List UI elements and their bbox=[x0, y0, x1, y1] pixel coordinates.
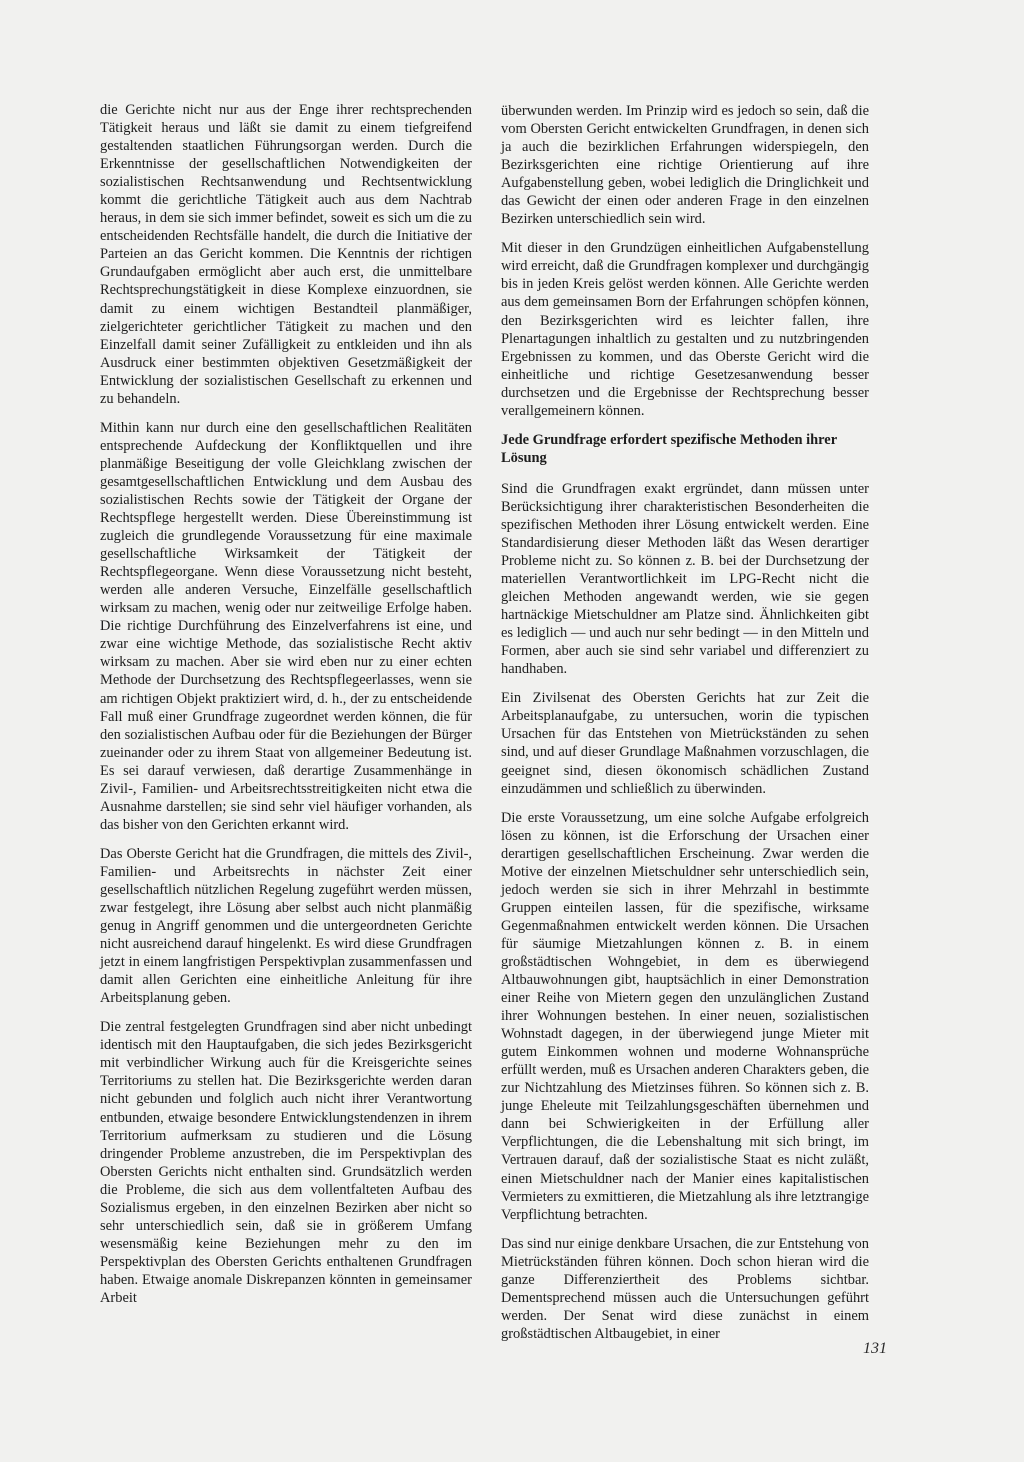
right-column bbox=[501, 102, 869, 1354]
section-heading: Jede Grundfrage erfordert spezifische Methoden ihrer Lösung bbox=[501, 431, 837, 466]
paragraph: Mithin kann nur durch eine den gesellschaftlichen Realitäten entsprechende Aufdeckung der Konfliktquellen und ihre planmäßige Beseitigung der volle Gleichklang zwischen der gesamtgesellschaftlichen Entwicklung und dem Ausbau des sozialistischen Rechts sowie der Tätigkeit der Organe der Rechtspflege hergestellt werden. Diese Übereinstimmung ist zugleich die grundlegende Voraussetzung für eine maximale gesellschaftliche Wirksamkeit der Tätigkeit der Rechtspflegeorgane. Wenn diese Voraussetzung nicht besteht, werden alle anderen Versuche, Einzelfälle gesellschaftlich wirksam zu machen, wenig oder nur zeitweilige Erfolge haben. Die richtige Durchführung des Einzelverfahrens ist eine, und zwar eine wichtige Methode, das sozialistische Recht aktiv wirksam zu machen. Aber sie wird eben nur zu einer echten Methode der Durchsetzung des Rechtspflegeerlasses, wenn sie am richtigen Objekt praktiziert wird, d. h., der zu entscheidende Fall muß einer Grundfrage zugeordnet werden können, die für den sozialistischen Aufbau oder für die Beziehungen der Bürger zueinander oder zu ihrem Staat von allgemeiner Bedeutung ist. Es sei darauf verwiesen, daß derartige Zusammenhänge in Zivil-, Familien- und Arbeitsrechtsstreitigkeiten nicht etwa die Ausnahme darstellen; sie sind sehr viel häufiger vorhanden, als das bisher von den Gerichten erkannt wird. bbox=[100, 419, 472, 833]
paragraph: die Gerichte nicht nur aus der Enge ihrer rechtsprechenden Tätigkeit heraus und läßt sie damit zu einem tiefgreifend gestaltenden staatlichen Führungsorgan werden. Durch die Erkenntnisse der gesellschaftlichen Notwendigkeiten der sozialistischen Rechtsanwendung und Rechtsentwicklung kommt die gerichtliche Tätigkeit auch aus dem Nachtrab heraus, in dem sie sich immer befindet, soweit es sich um die zu entscheidenden Rechtsfälle handelt, die durch die Initiative der Parteien an das Gericht kommen. Die Kenntnis der richtigen Grundaufgaben ermöglicht aber auch erst, die unmittelbare Rechtsprechungstätigkeit in diese Komplexe einzuordnen, sie damit zu einem wichtigen Bestandteil planmäßiger, zielgerichteter gerichtlicher Tätigkeit zu machen und den Einzelfall damit seiner Zufälligkeit zu entkleiden und ihn als Ausdruck einer bestimmten objektiven Gesetzmäßigkeit der Entwicklung der sozialistischen Gesellschaft zu erkennen und zu behandeln. bbox=[100, 102, 472, 407]
left-column bbox=[100, 101, 472, 1318]
paragraph: überwunden werden. Im Prinzip wird es jedoch so sein, daß die vom Obersten Gericht entwickelten Grundfragen, in denen sich ja auch die bezirklichen Erfahrungen widerspiegeln, den Bezirksgerichten eine richtige Orientierung auf ihre Aufgabenstellung geben, wobei lediglich die Dringlichkeit und das Gewicht der einen oder anderen Frage in den einzelnen Bezirken unterschiedlich sein wird. bbox=[501, 103, 869, 228]
paragraph: Das Oberste Gericht hat die Grundfragen, die mittels des Zivil-, Familien- und Arbeitsrechts in nächster Zeit einer gesellschaftlich nützlichen Regelung zugeführt werden müssen, zwar festgelegt, ihre Lösung aber selbst auch nicht planmäßig genug in Angriff genommen und die untergeordneten Gerichte nicht ausreichend darauf hingelenkt. Es wird diese Grundfragen jetzt in einem langfristigen Perspektivplan zusammenfassen und damit allen Gerichten eine einheitliche Anleitung für ihre Arbeitsplanung geben. bbox=[100, 845, 472, 1007]
page-number: 131 bbox=[863, 1340, 887, 1357]
paragraph: Das sind nur einige denkbare Ursachen, die zur Entstehung von Mietrückständen führen können. Doch schon hieran wird die ganze Differenziertheit des Problems sichtbar. Dementsprechend müssen auch die Untersuchungen geführt werden. Der Senat wird diese zunächst in einem großstädtischen Altbaugebiet, in einer bbox=[501, 1235, 869, 1342]
paragraph: Sind die Grundfragen exakt ergründet, dann müssen unter Berücksichtigung ihrer charakteristischen Besonderheiten die spezifischen Methoden ihrer Lösung entwickelt werden. Eine Standardisierung dieser Methoden läßt das Wesen derartiger Probleme nicht zu. So können z. B. bei der Durchsetzung der materiellen Verantwortlichkeit im LPG-Recht nicht die gleichen Methoden angewandt werden, wie sie gegen hartnäckige Mietschuldner am Platze sind. Ähnlichkeiten gibt es lediglich — und auch nur sehr bedingt — in den Mitteln und Formen, aber auch sie sind sehr variabel und differenziert zu handhaben. bbox=[501, 480, 869, 678]
paragraph: Mit dieser in den Grundzügen einheitlichen Aufgabenstellung wird erreicht, daß die Grundfragen komplexer und durchgängig bis in jeden Kreis gelöst werden können. Alle Gerichte werden aus dem gemeinsamen Born der Erfahrungen schöpfen können, den Bezirksgerichten wird es leichter fallen, ihre Plenartagungen inhaltlich zu gestalten und zu nutzbringenden Ergebnissen zu kommen, und das Oberste Gericht wird die einheitliche und richtige Gesetzesanwendung besser durchsetzen und die Ergebnisse der Rechtsprechung besser verallgemeinern können. bbox=[501, 240, 869, 419]
paragraph: Die zentral festgelegten Grundfragen sind aber nicht unbedingt identisch mit den Hauptaufgaben, die sich jedes Bezirksgericht mit verbindlicher Wirkung auch für die Kreisgerichte seines Territoriums zu stellen hat. Die Bezirksgerichte werden daran nicht gebunden und folglich auch nicht ihrer Verantwortung entbunden, etwaige besondere Entwicklungstendenzen in ihrem Territorium aufmerksam zu studieren und die Lösung dringender Probleme anzustreben, die im Perspektivplan des Obersten Gerichts nicht enthalten sind. Grundsätzlich werden die Probleme, die sich aus dem vollentfalteten Aufbau des Sozialismus ergeben, in den einzelnen Bezirken aber nicht so sehr unterschiedlich sein, daß sie in größerem Umfang wesensmäßig keine Beziehungen mehr zu den im Perspektivplan des Obersten Gerichts enthaltenen Grundfragen haben. Etwaige anomale Diskrepanzen könnten in gemeinsamer Arbeit bbox=[100, 1019, 472, 1306]
paragraph: Die erste Voraussetzung, um eine solche Aufgabe erfolgreich lösen zu können, ist die Erforschung der Ursachen einer derartigen gesellschaftlichen Erscheinung. Zwar werden die Motive der einzelnen Mietschuldner sehr unterschiedlich sein, jedoch werden sie sich in ihrer Mehrzahl in bestimmte Gruppen einteilen lassen, für die spezifische, wirksame Gegenmaßnahmen entwickelt werden können. Die Ursachen für säumige Mietzahlungen können z. B. in einem großstädtischen Wohngebiet, in dem es überwiegend Altbauwohnungen gibt, hauptsächlich in einer Demonstration einer Reihe von Mietern gegen den unzulänglichen Zustand ihrer Wohnungen bestehen. In einer neuen, sozialistischen Wohnstadt dagegen, in der überwiegend junge Mieter mit gutem Einkommen wohnen und moderne Wohnansprüche erfüllt werden, muß es Ursachen anderen Charakters geben, die zur Nichtzahlung des Mietzinses führen. So können sich z. B. junge Eheleute mit Teilzahlungsgeschäften übernehmen und dann bei Schwierigkeiten in der Erfüllung aller Verpflichtungen, die die Lebenshaltung mit sich bringt, im Vertrauen darauf, daß der sozialistische Staat es nicht zuläßt, einen Mietschuldner nach der Manier eines kapitalistischen Vermieters zu exmittieren, die Mietzahlung als ihre letztrangige Verpflichtung betrachten. bbox=[501, 809, 870, 1223]
paragraph: Ein Zivilsenat des Obersten Gerichts hat zur Zeit die Arbeitsplanaufgabe, zu untersuchen, worin die typischen Ursachen für das Entstehen von Mietrückständen zu sehen sind, und auf dieser Grundlage Maßnahmen vorzuschlagen, die geeignet sind, diesen ökonomisch schädlichen Zustand einzudämmen und schließlich zu überwinden. bbox=[501, 690, 869, 797]
